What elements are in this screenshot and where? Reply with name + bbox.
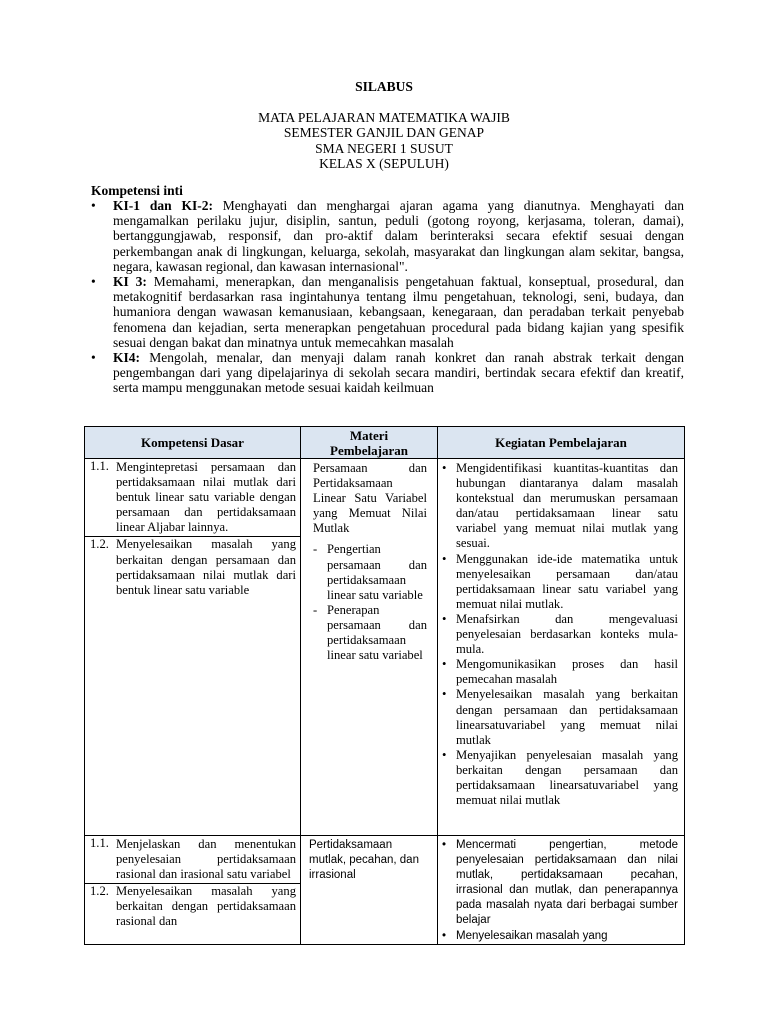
subtitle-line: KELAS X (SEPULUH) (319, 155, 449, 171)
bullet-icon: • (442, 839, 447, 851)
materi-content (301, 459, 437, 663)
subtitle-line: MATA PELAJARAN MATEMATIKA WAJIB (258, 110, 510, 125)
kd-number: 1.1. (90, 459, 109, 473)
ki-heading: Kompetensi inti (91, 183, 183, 198)
dash-icon: - (313, 602, 318, 617)
table-header-row (85, 427, 685, 459)
ki-text: Memahami, menerapkan, dan menganalisis pengetahuan faktual, konseptual, prosedural, dan metakognitif berdasarkan rasa ingintahunya tentang ilmu pengetahuan, teknologi, seni, budaya, dan humaniora dengan wawasan kemanusiaan, kebangsaan, kenegaraan, dan peradaban terkait penyebab fenomena dan kejadian, serta menerapkan pengetahuan procedural pada bidang kajian yang spesifik sesuai dengan bakat dan minatnya untuk memecahkan masalah (113, 274, 684, 350)
document-subtitle (84, 110, 684, 171)
kegiatan-item (442, 838, 678, 929)
ki-item (91, 274, 684, 350)
kd-cell (85, 459, 301, 836)
materi-sub-item (313, 542, 427, 602)
kegiatan-item (442, 748, 678, 808)
subtitle-line: SEMESTER GANJIL DAN GENAP (283, 125, 485, 141)
bullet-icon: • (442, 929, 447, 942)
table-row (85, 459, 685, 836)
materi-main: Pertidaksamaan mutlak, pecahan, dan irrasional (309, 839, 419, 882)
kd-cell (85, 836, 301, 945)
kd-item (85, 883, 300, 929)
ki-list (91, 198, 684, 396)
ki-item (91, 350, 684, 396)
kd-number: 1.1. (90, 836, 109, 850)
materi-content (301, 836, 437, 883)
kegiatan-list (438, 836, 684, 944)
kegiatan-item (442, 657, 678, 687)
materi-cell (301, 459, 438, 836)
materi-main: Persamaan dan Pertidaksamaan Linear Satu Variabel yang Memuat Nilai Mutlak (313, 461, 427, 536)
dash-icon: - (313, 542, 318, 557)
kd-item (85, 459, 300, 536)
kegiatan-text: Menyajikan penyelesaian masalah yang berkaitan dengan persamaan dan pertidaksamaan linearsatuvariabel yang memuat nilai mutlak (456, 747, 678, 808)
bullet-icon: • (442, 747, 447, 762)
materi-sub-item (313, 603, 427, 663)
kegiatan-cell (438, 836, 685, 945)
kegiatan-text: Menafsirkan dan mengevaluasi penyelesaian berdasarkan konteks mula-mula. (456, 611, 678, 657)
ki-label: KI 3: (113, 274, 147, 290)
materi-sub-text: Penerapan persamaan dan pertidaksamaan linear satu variabel (327, 602, 427, 663)
kd-text: Menjelaskan dan menentukan penyelesaian pertidaksamaan rasional dan irasional satu variabel (116, 837, 296, 882)
kegiatan-item (442, 461, 678, 552)
kegiatan-item (442, 929, 678, 944)
kegiatan-text: Mengidentifikasi kuantitas-kuantitas dan hubungan diantaranya dalam masalah kontekstual dan merumuskan persamaan dan/atau pertidaksamaan linear satu variabel yang memuat nilai mutlak yang sesuai. (456, 461, 678, 551)
header-kompetensi-dasar: Kompetensi Dasar (85, 427, 301, 459)
kegiatan-text: Menyelesaikan masalah yang berkaitan dengan persamaan dan pertidaksamaan linearsatuvariabel yang memuat nilai mutlak (456, 687, 678, 747)
ki-text: Menghayati dan menghargai ajaran agama yang dianutnya. Menghayati dan mengamalkan perilaku jujur, disiplin, santun, peduli (gotong royong, kerjasama, toleran, damai), bertanggungjawab, responsif, dan pro-aktif dalam berinteraksi secara efektif sesuai dengan perkembangan anak di lingkungan, keluarga, sekolah, masyarakat dan lingkungan alam sekitar, bangsa, negara, kawasan regional, dan kawasan internasional". (113, 198, 684, 274)
bullet-icon: • (442, 687, 447, 702)
kegiatan-text: Menyelesaikan masalah yang (456, 929, 608, 942)
bullet-icon: • (442, 611, 447, 626)
kd-item (85, 836, 300, 883)
kd-number: 1.2. (90, 884, 109, 899)
document-title: SILABUS (355, 79, 413, 94)
header-materi (301, 427, 438, 459)
bullet-icon: • (442, 657, 447, 672)
kd-text: Menyelesaikan masalah yang berkaitan dengan pertidaksamaan rasional dan (116, 884, 296, 929)
table-row (85, 836, 685, 945)
ki-label: KI4: (113, 350, 140, 366)
kd-text: Mengintepretasi persamaan dan pertidaksamaan nilai mutlak dari bentuk linear satu variable dengan persamaan dan pertidaksamaan linear Aljabar lainnya. (116, 460, 296, 535)
kegiatan-text: Menggunakan ide-ide matematika untuk menyelesaikan persamaan dan/atau pertidaksamaan linear satu variabel yang memuat nilai mutlak. (456, 551, 678, 611)
kegiatan-cell (438, 459, 685, 836)
bullet-icon: • (442, 461, 447, 475)
ki-item (91, 198, 684, 274)
header-kegiatan: Kegiatan Pembelajaran (438, 427, 685, 459)
ki-text: Mengolah, menalar, dan menyaji dalam ranah konkret dan ranah abstrak terkait dengan pengembangan dari yang dipelajarinya di sekolah secara mandiri, bertindak secara efektif dan kreatif, serta mampu menggunakan metode sesuai kaidah keilmuan (113, 350, 684, 396)
bullet-icon: • (91, 198, 96, 213)
kegiatan-list (438, 459, 684, 808)
subtitle-line: SMA NEGERI 1 SUSUT (315, 140, 453, 156)
kegiatan-text: Mengomunikasikan proses dan hasil pemecahan masalah (456, 657, 678, 687)
kegiatan-text: Mencermati pengertian, metode penyelesaian pertidaksamaan dan nilai mutlak, pertidaksamaan pecahan, irrasional dan mutlak, dan penerapannya pada masalah nyata dari berbagai sumber belajar (456, 839, 678, 927)
kegiatan-item (442, 552, 678, 612)
ki-label: KI-1 dan KI-2: (113, 198, 213, 213)
syllabus-table (84, 426, 685, 945)
bullet-icon: • (91, 274, 96, 290)
bullet-icon: • (442, 551, 447, 566)
header-materi-label: Materi Pembelajaran (330, 427, 408, 458)
kd-number: 1.2. (90, 537, 109, 552)
bullet-icon: • (91, 350, 96, 366)
materi-sub-text: Pengertian persamaan dan pertidaksamaan linear satu variable (327, 542, 427, 602)
kd-item (85, 536, 300, 597)
materi-cell (301, 836, 438, 945)
kegiatan-item (442, 612, 678, 657)
kd-text: Menyelesaikan masalah yang berkaitan dengan persamaan dan pertidaksamaan nilai mutlak dari bentuk linear satu variable (116, 537, 296, 597)
kegiatan-item (442, 687, 678, 747)
